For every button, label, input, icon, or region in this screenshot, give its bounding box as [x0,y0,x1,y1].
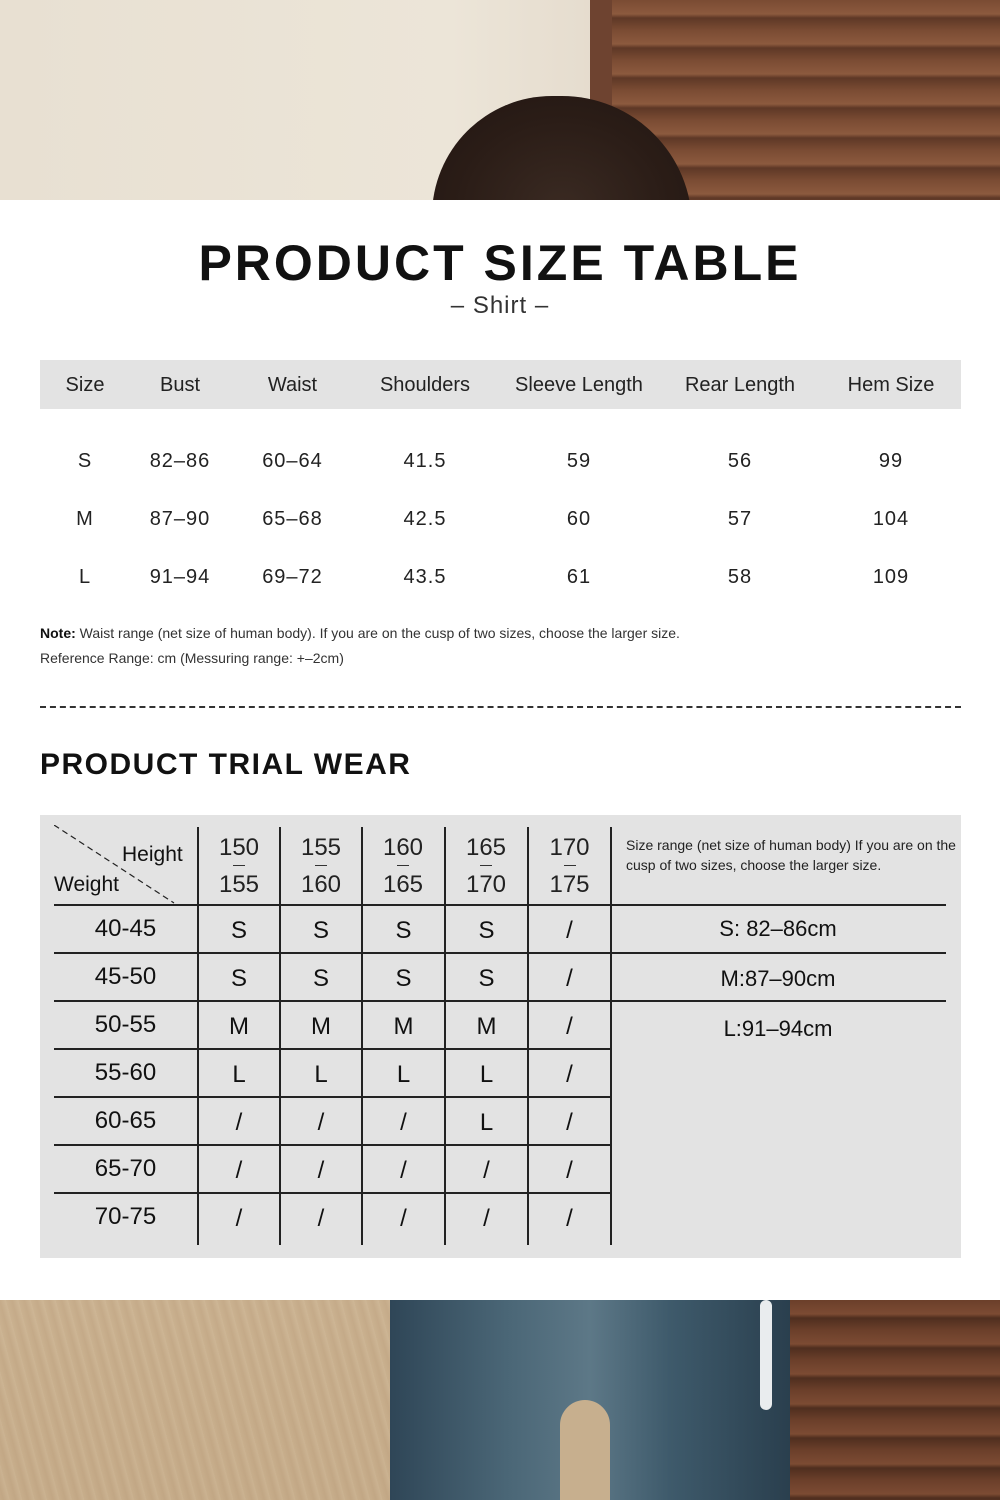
size-table-header [40,360,961,409]
page-title: PRODUCT SIZE TABLE [198,235,802,291]
cell-rear-length: 58 [727,566,753,588]
header-rear-length: Rear Length [684,374,796,396]
size-cell: L [232,1061,246,1088]
header-bust: Bust [159,374,201,396]
cell-rear-length: 56 [727,450,753,472]
range-dash [480,865,492,866]
height-axis-label: Height [122,843,183,866]
size-cell: / [566,1205,573,1232]
cell-sleeve-length: 59 [566,450,592,472]
jeans-leg-gap [560,1400,610,1500]
size-cell: S [230,965,247,992]
size-cell: L [396,1061,411,1088]
size-cell: S [478,917,495,944]
cell-sleeve-length: 61 [566,566,592,588]
size-cell: L [314,1061,328,1088]
height-column-header [362,829,444,903]
trial-wear-title: PRODUCT TRIAL WEAR [40,748,412,781]
size-cell: L [479,1109,494,1136]
size-cell: S [395,917,412,944]
size-cell: / [317,1205,325,1232]
header-waist: Waist [267,374,318,396]
size-cell: / [235,1157,243,1184]
size-cell: / [566,1157,573,1184]
note-label: Note: [40,625,76,641]
height-to: 160 [300,871,342,898]
size-cell: S [230,917,247,944]
cell-shoulders: 41.5 [403,450,447,472]
height-column-header [280,829,362,903]
range-dash [315,865,327,866]
size-cell: / [317,1109,325,1136]
cell-bust: 91–94 [149,566,211,588]
size-cell: / [400,1109,407,1136]
header-hem-size: Hem Size [847,374,935,396]
weight-label: 40-45 [94,915,157,942]
section-divider [40,706,961,708]
cell-waist: 69–72 [262,566,323,588]
size-cell: / [566,1109,573,1136]
cell-hem-size: 99 [878,450,904,472]
size-cell: / [566,1013,573,1040]
weight-axis-label: Weight [54,873,119,896]
grid-line [54,1000,946,1002]
weight-label: 55-60 [94,1059,157,1086]
size-cell: M [476,1013,497,1040]
range-dash [233,865,245,866]
size-cell: / [566,1061,573,1088]
cell-bust: 87–90 [149,508,211,530]
range-dash [564,865,576,866]
reference-range-note: Reference Range: cm (Messuring range: +–2cm) [40,650,344,666]
size-cell: S [312,917,329,944]
size-cell: / [566,965,573,992]
height-to: 155 [218,871,260,898]
cell-bust: 82–86 [149,450,211,472]
size-range-s: S: 82–86cm [719,916,837,941]
height-from: 170 [549,834,590,861]
size-cell: / [317,1157,325,1184]
cell-sleeve-length: 60 [566,508,592,530]
height-to: 170 [465,871,507,898]
size-note [40,625,680,641]
drawstring [760,1300,772,1410]
height-to: 165 [382,871,424,898]
size-cell: M [311,1013,331,1040]
size-range-l: L:91–94cm [723,1016,833,1041]
height-from: 165 [465,834,507,861]
size-cell: / [400,1205,407,1232]
size-cell: / [566,917,573,944]
cell-shoulders: 43.5 [403,566,447,588]
weight-label: 65-70 [94,1155,157,1182]
header-shoulders: Shoulders [379,374,471,396]
cell-size: L [78,566,92,588]
height-column-header [198,829,280,903]
size-cell: M [229,1013,249,1040]
size-cell: S [312,965,329,992]
height-to: 175 [549,871,590,898]
size-cell: S [395,965,412,992]
header-sleeve-length: Sleeve Length [515,374,643,396]
wooden-shutter-bottom [770,1300,1000,1500]
weight-label: 60-65 [94,1107,157,1134]
cell-size: M [76,508,94,530]
page-subtitle: – Shirt – [450,292,550,319]
size-cell: / [235,1205,243,1232]
size-cell: / [483,1205,490,1232]
header-size: Size [65,374,105,396]
size-cell: S [478,965,495,992]
cell-shoulders: 42.5 [403,508,447,530]
cell-hem-size: 109 [872,566,910,588]
grid-line [54,904,946,906]
cell-waist: 65–68 [262,508,323,530]
height-from: 150 [218,834,260,861]
weight-label: 45-50 [94,963,157,990]
size-cell: / [483,1157,490,1184]
height-column-header [528,829,611,903]
trial-wear-table [40,815,961,1258]
size-card [0,200,1000,1300]
cell-size: S [77,450,93,472]
size-range-note: Size range (net size of human body) If you are on the cusp of two sizes, choose the larger size. [626,837,956,873]
size-cell: / [235,1109,243,1136]
note-text: Waist range (net size of human body). If you are on the cusp of two sizes, choose the larger size. [75,625,680,641]
size-cell: M [393,1013,414,1040]
range-dash [397,865,409,866]
weight-label: 70-75 [94,1203,157,1230]
height-column-header [444,829,528,903]
size-cell: / [400,1157,407,1184]
weight-label: 50-55 [94,1011,157,1038]
size-cell: L [479,1061,494,1088]
size-range-m: M:87–90cm [720,966,836,991]
height-from: 155 [300,834,342,861]
cell-hem-size: 104 [872,508,910,530]
grid-line [54,952,946,954]
cell-waist: 60–64 [262,450,323,472]
height-from: 160 [382,834,424,861]
cell-rear-length: 57 [727,508,753,530]
